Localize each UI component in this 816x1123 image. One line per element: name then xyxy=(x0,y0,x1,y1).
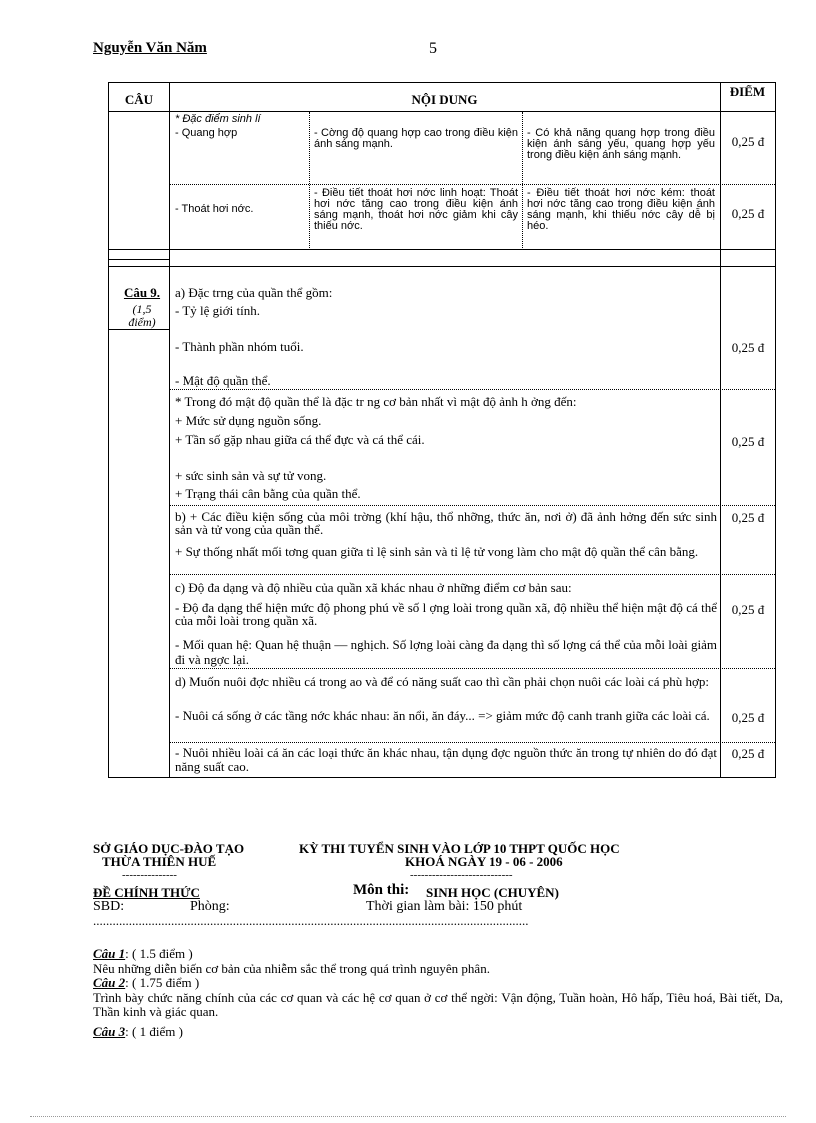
exam-time: Thời gian làm bài: 150 phút xyxy=(366,899,523,914)
cau9-c-score: 0,25 đ xyxy=(731,602,765,617)
question-1-points: : ( 1.5 điểm ) xyxy=(125,946,193,961)
row-col2-thoat-hoi-nuoc: - Điều tiết thoát hơi nớc kém: thoát hơi nớc tăng cao trong điều kiện ánh sáng mạnh, khi thiếu nớc cây dễ bị héo. xyxy=(527,187,715,232)
cau9-label: Câu 9. xyxy=(123,285,161,300)
official-label: ĐỀ CHÍNH THỨC xyxy=(93,885,200,900)
col-divider-diem xyxy=(720,83,721,777)
exam-title: KỲ THI TUYỂN SINH VÀO LỚP 10 THPT QUỐC HỌC xyxy=(299,841,620,856)
cau9-points: (1,5 điểm) xyxy=(128,302,156,329)
author-name: Nguyễn Văn Năm xyxy=(93,40,207,56)
cau9-e-score: 0,25 đ xyxy=(731,746,765,761)
cau9-star-line-4: + sức sinh sản và sự tử vong. xyxy=(175,468,327,483)
cau9-b-line-2: + Sự thống nhất mối tơng quan giữa tỉ lệ sinh sản và tỉ lệ tử vong làm cho mật độ quần thể cân bằng. xyxy=(175,544,699,559)
cau9-a-line-3: - Thành phần nhóm tuổi. xyxy=(175,339,304,354)
question-2-points: : ( 1.75 điểm ) xyxy=(125,975,200,990)
cau9-e-line: - Nuôi nhiều loài cá ăn các loại thức ăn khác nhau, tận dụng đợc nguồn thức ăn trong tự nhiên do đó đạt năng suất cao. xyxy=(175,745,717,774)
cau9-star-rule xyxy=(169,505,775,506)
footer-rule xyxy=(30,1116,786,1117)
dotted-rule: ...................................................................................................................................... xyxy=(93,914,529,928)
cau9-star-line-1: * Trong đó mật độ quần thể là đặc tr ng cơ bản nhất vì mật độ ảnh h ởng đến: xyxy=(175,394,577,409)
cau9-b-rule xyxy=(169,574,775,575)
question-1-text: Nêu những diễn biến cơ bản của nhiễm sắc thể trong quá trình nguyên phân. xyxy=(93,961,490,976)
row-col1-quang-hop: - Cờng độ quang hợp cao trong điều kiện ánh sáng mạnh. xyxy=(314,127,518,150)
row-rule-1 xyxy=(169,184,775,185)
question-3-points: : ( 1 điểm ) xyxy=(125,1024,183,1039)
room-label: Phòng: xyxy=(190,899,230,914)
cau9-d-line-1: d) Muốn nuôi đợc nhiều cá trong ao và để có năng suất cao thì cần phải chọn nuôi các loài cá phù hợp: xyxy=(175,674,709,689)
inner-divider-1 xyxy=(309,112,310,248)
question-3-label: Câu 3 xyxy=(93,1024,126,1039)
cau9-c-rule xyxy=(169,668,775,669)
header-diem: ĐIỂM xyxy=(729,85,766,99)
cau9-star-line-5: + Trạng thái cân bằng của quần thể. xyxy=(175,486,361,501)
col-divider-cau xyxy=(169,83,170,777)
dept-line-1: SỞ GIÁO DỤC-ĐÀO TẠO xyxy=(93,841,245,856)
cau9-d-score: 0,25 đ xyxy=(731,710,765,725)
cau9-star-score: 0,25 đ xyxy=(731,434,765,449)
section-rule-2 xyxy=(109,259,169,260)
inner-divider-2 xyxy=(522,112,523,248)
exam-dashes: ---------------------------- xyxy=(410,869,513,881)
cau9-c-line-1: c) Độ đa dạng và độ nhiều của quần xã khác nhau ở những điểm cơ bản sau: xyxy=(175,580,572,595)
dept-dashes: --------------- xyxy=(122,869,177,881)
cau9-d-line-2: - Nuôi cá sống ở các tầng nớc khác nhau: ăn nổi, ăn đáy... => giảm mức độ canh tranh giữa các loài cá. xyxy=(175,708,710,723)
cau9-star-line-2: + Mức sử dụng nguồn sống. xyxy=(175,413,322,428)
question-2-label: Câu 2 xyxy=(93,975,126,990)
header-cau: CÂU xyxy=(124,92,154,107)
row-name-thoat-hoi-nuoc: - Thoát hơi nớc. xyxy=(175,203,254,215)
cau9-label-rule xyxy=(109,329,169,330)
cau9-a-rule xyxy=(169,389,775,390)
subject: SINH HỌC (CHUYÊN) xyxy=(426,885,559,900)
page-number: 5 xyxy=(429,40,437,57)
answer-table xyxy=(108,82,776,778)
dept-line-2: THỪA THIÊN HUẾ xyxy=(102,854,217,869)
section-rule-3 xyxy=(109,266,775,267)
question-2 xyxy=(93,976,783,990)
score-thoat-hoi-nuoc: 0,25 đ xyxy=(731,206,765,221)
cau9-a-line-2: - Tỷ lệ giới tính. xyxy=(175,303,260,318)
section-rule-1 xyxy=(109,249,775,250)
question-1-label: Câu 1 xyxy=(93,946,126,961)
subject-label: Môn thi: xyxy=(353,882,410,898)
cau9-a-score: 0,25 đ xyxy=(731,340,765,355)
question-2-text: Trình bày chức năng chính của các cơ quan và các hệ cơ quan ở cơ thể ngời: Vận động, Tuần hoàn, Hô hấp, Tiêu hoá, Bài tiết, Da, Thần kinh và giác quan. xyxy=(93,990,783,1019)
row-col1-thoat-hoi-nuoc: - Điều tiết thoát hơi nớc linh hoạt: Thoát hơi nớc tăng cao trong điều kiện ánh sáng mạnh, thoát hơi nớc giảm khi cây thiếu nớc. xyxy=(314,187,518,232)
header-noi-dung: NỘI DUNG xyxy=(411,92,478,107)
row-name-quang-hop: - Quang hợp xyxy=(175,127,238,139)
cau9-c-line-2: - Độ đa dạng thể hiện mức độ phong phú về số l ợng loài trong quần xã, độ nhiều thể hiện mật độ cá thể của mỗi loài trong quần xã. xyxy=(175,600,717,628)
cau9-c-line-3: - Mối quan hệ: Quan hệ thuận — nghịch. Số lợng loài càng đa dạng thì số lợng cá thể của mỗi loài giảm đi và ngợc lại. xyxy=(175,637,717,667)
question-1 xyxy=(93,947,783,961)
section-title: * Đặc điểm sinh lí xyxy=(175,113,261,125)
question-3 xyxy=(93,1025,783,1039)
sbd-label: SBD: xyxy=(93,899,125,914)
cau9-star-line-3: + Tần số gặp nhau giữa cá thể đực và cá thể cái. xyxy=(175,432,425,447)
cau9-b-score: 0,25 đ xyxy=(731,510,765,525)
score-quang-hop: 0,25 đ xyxy=(731,134,765,149)
cau9-a-line-4: - Mật độ quần thể. xyxy=(175,373,271,388)
row-col2-quang-hop: - Có khả năng quang hợp trong điều kiện ánh sáng yếu, quang hợp yếu trong điều kiện ánh sáng mạnh. xyxy=(527,127,715,161)
cau9-d-rule xyxy=(169,742,775,743)
exam-date: KHOÁ NGÀY 19 - 06 - 2006 xyxy=(405,854,563,869)
header-rule xyxy=(109,111,775,112)
cau9-b-line-1: b) + Các điều kiện sống của môi trờng (khí hậu, thổ nhỡng, thức ăn, nơi ở) đã ảnh hởng đến sức sinh sản và tử vong của quần thể. xyxy=(175,509,717,537)
cau9-a-line-1: a) Đặc trng của quần thể gồm: xyxy=(175,285,333,300)
